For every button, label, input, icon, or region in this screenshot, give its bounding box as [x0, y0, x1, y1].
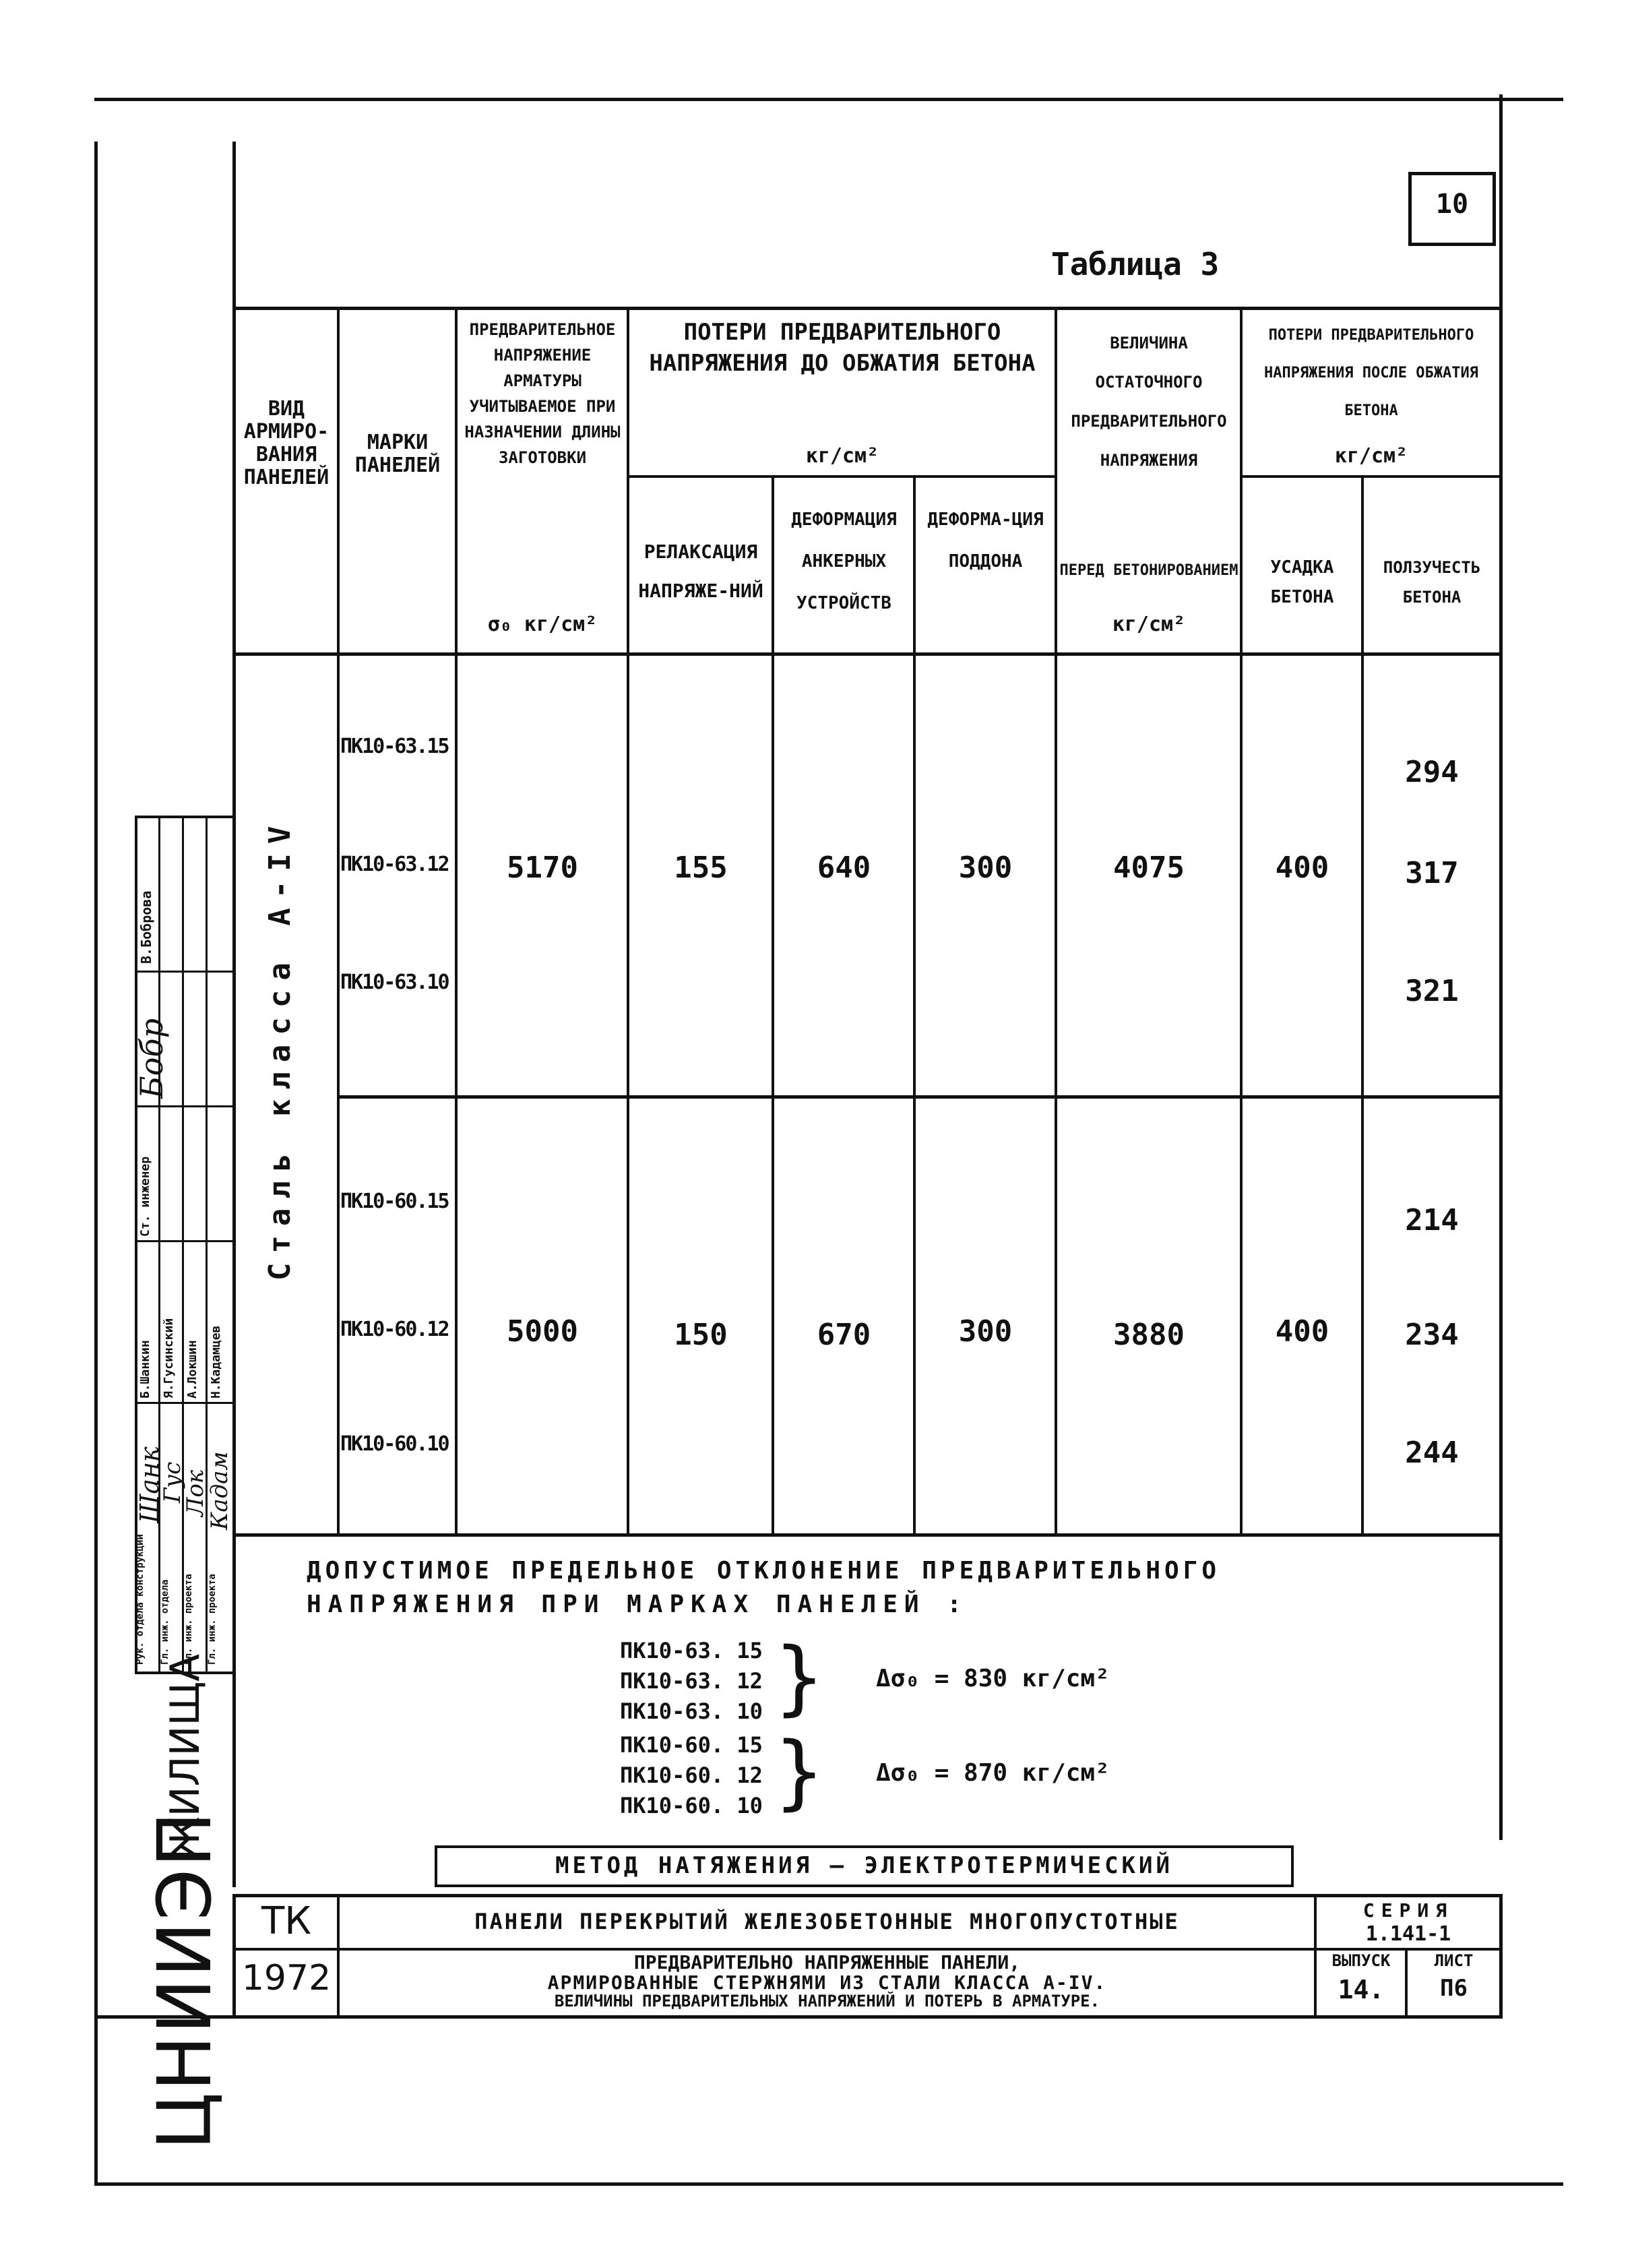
- header-vid: ВИД АРМИРО-ВАНИЯ ПАНЕЛЕЙ: [243, 397, 329, 489]
- header-creep: ПОЛЗУЧЕСТЬ БЕТОНА: [1383, 558, 1481, 607]
- shrink-value: 400: [1275, 851, 1329, 885]
- sig-role: Гл. инж. проекта: [207, 1574, 218, 1665]
- stamp-title-4: ВЕЛИЧИНЫ ПРЕДВАРИТЕЛЬНЫХ НАПРЯЖЕНИЙ И ПОТЕРЬ В АРМАТУРЕ.: [554, 1992, 1100, 2011]
- header-prestress-unit: σ₀ кг/см²: [487, 613, 598, 636]
- shrink-value: 400: [1275, 1314, 1329, 1349]
- creep-value: 317: [1405, 856, 1459, 890]
- header-marki: МАРКИ ПАНЕЛЕЙ: [354, 431, 441, 477]
- prestress-value: 5000: [507, 1314, 578, 1349]
- note-tolerance-b: Δσ₀ = 870 кг/см²: [876, 1759, 1110, 1787]
- handwritten-signature: Кадам: [206, 1451, 233, 1530]
- stamp-year: 1972: [241, 1958, 332, 1998]
- panel-mark: ПК10-63.12: [340, 853, 449, 876]
- header-residual: ВЕЛИЧИНА ОСТАТОЧНОГО ПРЕДВАРИТЕЛЬНОГО НАПРЯЖЕНИЯ: [1071, 334, 1227, 470]
- creep-value: 294: [1405, 755, 1459, 789]
- note-line-1: ДОПУСТИМОЕ ПРЕДЕЛЬНОЕ ОТКЛОНЕНИЕ ПРЕДВАРИТЕЛЬНОГО: [307, 1557, 1221, 1585]
- stamp-title-3: АРМИРОВАННЫЕ СТЕРЖНЯМИ ИЗ СТАЛИ КЛАССА А-IV.: [547, 1971, 1107, 1994]
- stamp-sheet-label: ЛИСТ: [1434, 1951, 1474, 1970]
- note-brace: }: [775, 1631, 824, 1725]
- header-pallet: ДЕФОРМА-ЦИЯ ПОДДОНА: [927, 510, 1044, 572]
- anchor-value: 670: [817, 1318, 871, 1352]
- sig-role: Гл. инж. отдела: [160, 1579, 170, 1665]
- note-panel: ПК10-63. 15: [620, 1638, 763, 1663]
- sig-name: Н.Кадамцев: [209, 1325, 223, 1399]
- residual-value: 4075: [1113, 851, 1185, 885]
- header-losses-after: ПОТЕРИ ПРЕДВАРИТЕЛЬНОГО НАПРЯЖЕНИЯ ПОСЛЕ ОБЖАТИЯ БЕТОНА: [1264, 327, 1478, 419]
- sig-name: А.Локшин: [185, 1340, 199, 1399]
- note-panel: ПК10-60. 10: [620, 1793, 763, 1818]
- panel-mark: ПК10-63.15: [340, 735, 449, 758]
- sig-name: Я.Гусинский: [162, 1318, 176, 1399]
- table-title: Таблица 3: [1051, 246, 1220, 282]
- stamp-series-value: 1.141-1: [1365, 1922, 1451, 1946]
- note-tolerance-a: Δσ₀ = 830 кг/см²: [876, 1665, 1110, 1692]
- stamp-title-2: ПРЕДВАРИТЕЛЬНО НАПРЯЖЕННЫЕ ПАНЕЛИ,: [633, 1951, 1021, 1973]
- header-prestress: ПРЕДВАРИТЕЛЬНОЕ НАПРЯЖЕНИЕ АРМАТУРЫ УЧИТЫВАЕМОЕ ПРИ НАЗНАЧЕНИИ ДЛИНЫ ЗАГОТОВКИ: [464, 320, 621, 467]
- header-relax: РЕЛАКСАЦИЯ НАПРЯЖЕ-НИЙ: [638, 541, 763, 602]
- handwritten-signature: Лок: [182, 1469, 209, 1516]
- stamp-title-1: ПАНЕЛИ ПЕРЕКРЫТИЙ ЖЕЛЕЗОБЕТОННЫЕ МНОГОПУСТОТНЫЕ: [474, 1909, 1180, 1934]
- handwritten-signature: Бобр: [133, 1018, 170, 1099]
- handwritten-signature: Шанк: [135, 1446, 164, 1523]
- creep-value: 234: [1405, 1318, 1459, 1352]
- note-panel: ПК10-63. 10: [620, 1698, 763, 1724]
- pallet-value: 300: [958, 1314, 1013, 1349]
- note-panel: ПК10-63. 12: [620, 1668, 763, 1694]
- stamp-issue-value: 14.: [1338, 1975, 1385, 2004]
- header-losses-before: ПОТЕРИ ПРЕДВАРИТЕЛЬНОГО НАПРЯЖЕНИЯ ДО ОБЖАТИЯ БЕТОНА: [649, 319, 1036, 377]
- header-residual-unit: кг/см²: [1112, 613, 1186, 636]
- header-losses-before-unit: кг/см²: [805, 444, 879, 468]
- relax-value: 155: [674, 851, 728, 885]
- left-border: [94, 142, 98, 2184]
- note-line-2: НАПРЯЖЕНИЯ ПРИ МАРКАХ ПАНЕЛЕЙ :: [307, 1591, 968, 1618]
- note-brace: }: [775, 1725, 824, 1819]
- creep-value: 244: [1405, 1436, 1459, 1470]
- header-anchor: ДЕФОРМАЦИЯ АНКЕРНЫХ УСТРОЙСТВ: [791, 510, 897, 613]
- note-panel: ПК10-60. 12: [620, 1763, 763, 1788]
- pallet-value: 300: [958, 851, 1013, 885]
- stamp-tk: ТК: [261, 1899, 311, 1943]
- top-rule: [94, 98, 1563, 101]
- panel-mark: ПК10-60.10: [340, 1432, 449, 1456]
- sig-role: Рук. отдела конструкций: [135, 1534, 146, 1665]
- panel-mark: ПК10-60.12: [340, 1318, 449, 1341]
- residual-value: 3880: [1113, 1318, 1185, 1352]
- stamp-issue-label: ВЫПУСК: [1331, 1951, 1391, 1970]
- relax-value: 150: [674, 1318, 728, 1352]
- panel-mark: ПК10-63.10: [340, 971, 449, 994]
- sig-role-top: Ст. инженер: [138, 1156, 152, 1237]
- sig-name-top: В.Боброва: [138, 890, 154, 964]
- header-losses-after-unit: кг/см²: [1334, 444, 1408, 468]
- sig-role: Гл. инж. проекта: [183, 1574, 194, 1665]
- anchor-value: 640: [817, 851, 871, 885]
- header-residual-before: ПЕРЕД БЕТОНИРОВАНИЕМ: [1059, 562, 1238, 579]
- stamp-series-label: СЕРИЯ: [1362, 1899, 1454, 1922]
- header-shrink: УСАДКА БЕТОНА: [1270, 557, 1334, 607]
- page-number: 10: [1435, 189, 1469, 220]
- bottom-rule: [94, 2182, 1563, 2186]
- sig-name: Б.Шанкин: [138, 1340, 152, 1399]
- org-logo-sub: ЖИЛИЩА: [162, 1653, 209, 1860]
- stamp-sheet-value: П6: [1440, 1975, 1468, 2002]
- org-logo: ЦНИИЭП: [142, 1810, 228, 2150]
- right-border: [1499, 94, 1503, 1840]
- panel-mark: ПК10-60.15: [340, 1190, 449, 1213]
- handwritten-signature: Гус: [159, 1461, 186, 1503]
- method-text: МЕТОД НАТЯЖЕНИЯ — ЭЛЕКТРОТЕРМИЧЕСКИЙ: [555, 1852, 1173, 1879]
- rebar-class-label: Сталь класса А-IV: [263, 816, 297, 1281]
- note-panel: ПК10-60. 15: [620, 1732, 763, 1758]
- creep-value: 214: [1405, 1203, 1459, 1237]
- creep-value: 321: [1405, 974, 1459, 1008]
- prestress-value: 5170: [507, 851, 578, 885]
